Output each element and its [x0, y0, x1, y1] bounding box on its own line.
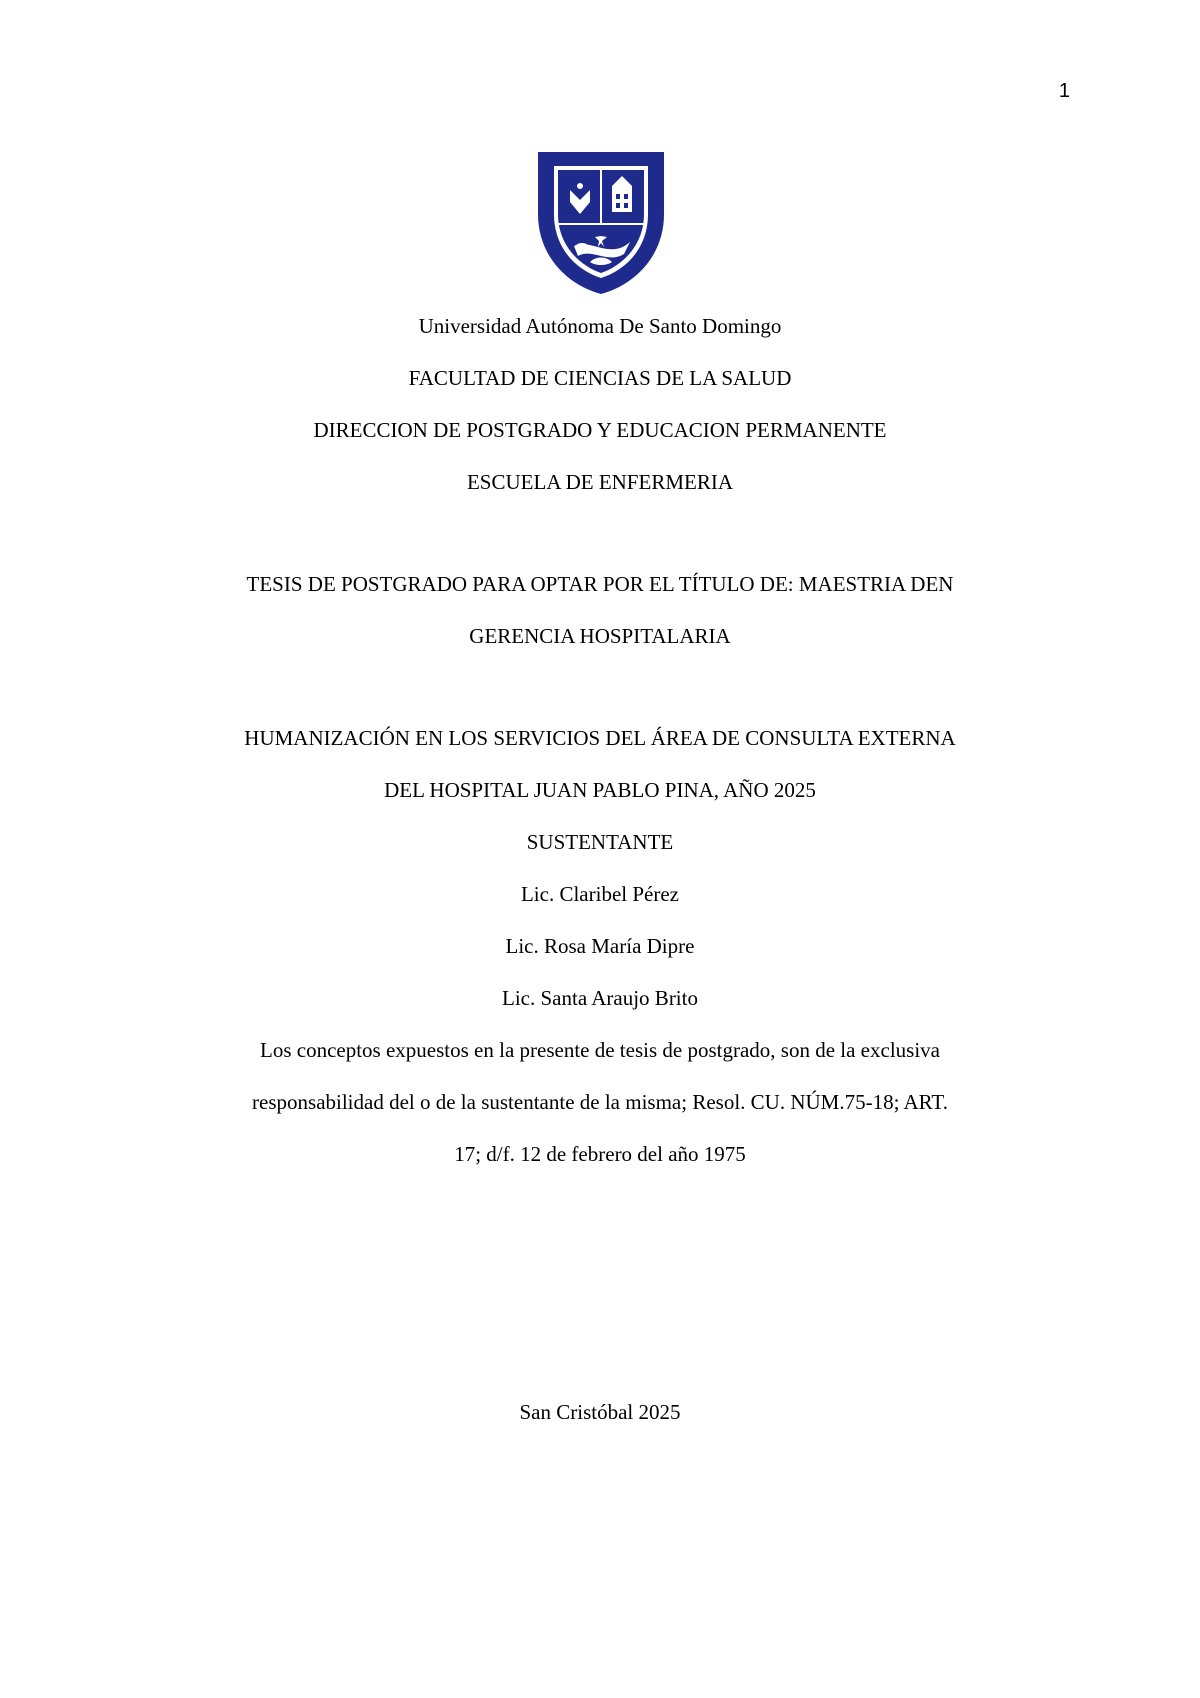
university-seal-icon: [534, 142, 668, 297]
author-name: Lic. Rosa María Dipre: [505, 934, 695, 958]
thesis-title-line-2: DEL HOSPITAL JUAN PABLO PINA, AÑO 2025: [384, 778, 816, 802]
authors-heading: SUSTENTANTE: [526, 830, 674, 854]
page-number: 1: [1058, 80, 1070, 102]
degree-line-2: GERENCIA HOSPITALARIA: [469, 624, 731, 648]
disclaimer-line-2: responsabilidad del o de la sustentante de la misma; Resol. CU. NÚM.75-18; ART.: [252, 1090, 948, 1114]
disclaimer-line-1: Los conceptos expuestos en la presente de tesis de postgrado, son de la exclusiva: [260, 1038, 940, 1062]
place-date: San Cristóbal 2025: [519, 1400, 681, 1424]
thesis-title-line-1: HUMANIZACIÓN EN LOS SERVICIOS DEL ÁREA DE CONSULTA EXTERNA: [244, 726, 956, 750]
school-name: ESCUELA DE ENFERMERIA: [466, 470, 733, 494]
disclaimer-line-3: 17; d/f. 12 de febrero del año 1975: [454, 1142, 746, 1166]
faculty-name: FACULTAD DE CIENCIAS DE LA SALUD: [408, 366, 792, 390]
author-name: Lic. Santa Araujo Brito: [502, 986, 698, 1010]
university-name: Universidad Autónoma De Santo Domingo: [418, 314, 782, 338]
degree-line-1: TESIS DE POSTGRADO PARA OPTAR POR EL TÍTULO DE: MAESTRIA DEN: [246, 572, 954, 596]
author-name: Lic. Claribel Pérez: [520, 882, 679, 906]
direction-name: DIRECCION DE POSTGRADO Y EDUCACION PERMANENTE: [313, 418, 887, 442]
